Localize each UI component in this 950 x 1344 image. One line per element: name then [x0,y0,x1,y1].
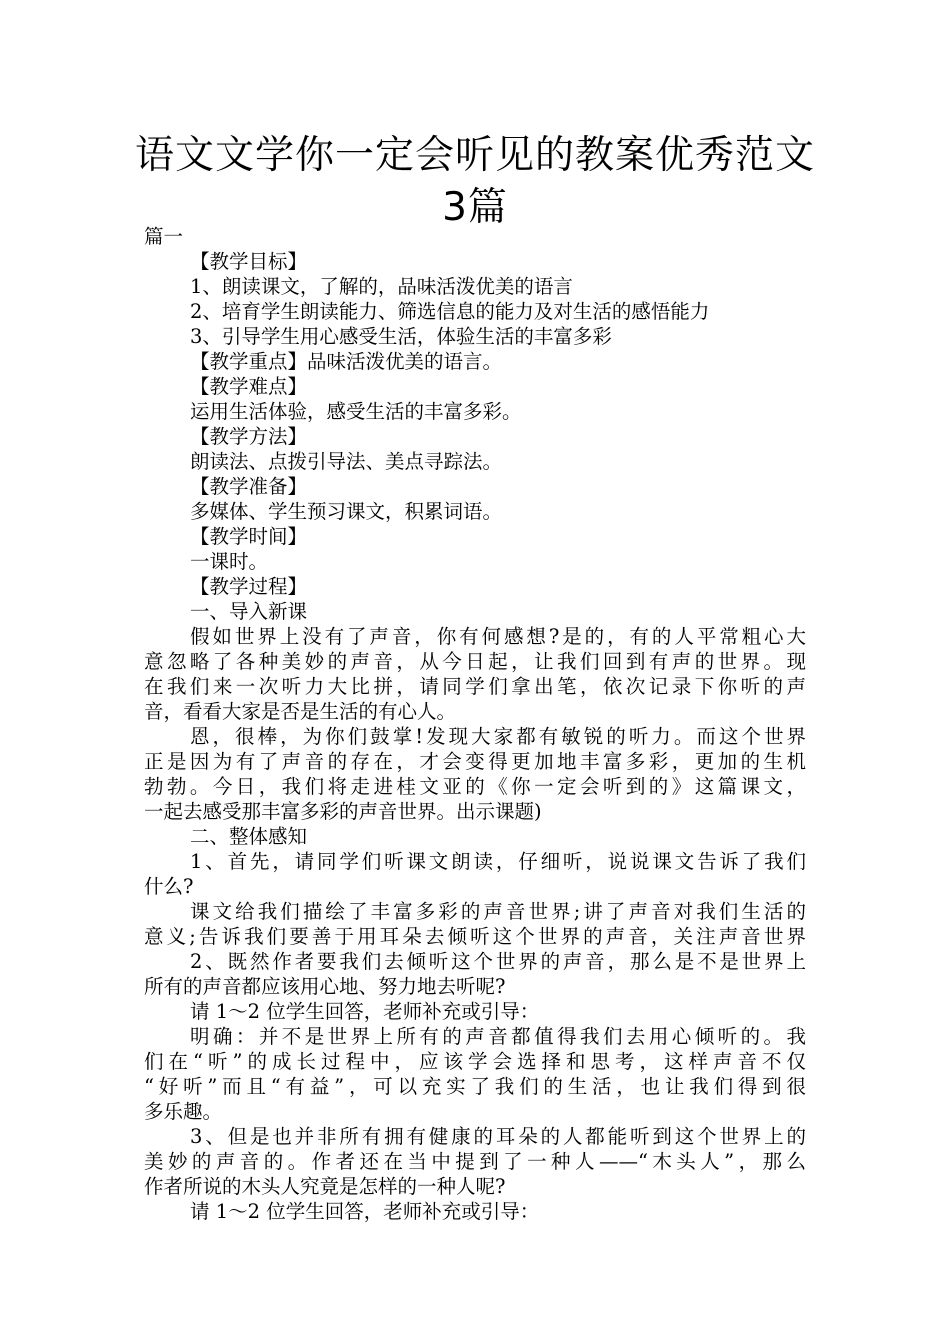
text-line: 所有的声音都应该用心地、努力地去听呢? [144,975,506,998]
text-line: 明确：并不是世界上所有的声音都值得我们去用心倾听的。我 [190,1025,806,1048]
text-line: 【教学方法】 [190,425,308,448]
text-line: 运用生活体验，感受生活的丰富多彩。 [190,400,522,423]
text-line: 多乐趣。 [144,1100,223,1123]
text-line: 一起去感受那丰富多彩的声音世界。出示课题) [144,800,542,823]
text-line: 在我们来一次听力大比拼，请同学们拿出笔，依次记录下你听的声 [144,675,806,698]
text-line: 3、但是也并非所有拥有健康的耳朵的人都能听到这个世界上的 [190,1125,806,1148]
text-line: 多媒体、学生预习课文，积累词语。 [190,500,503,523]
text-line: 1、首先，请同学们听课文朗读，仔细听，说说课文告诉了我们 [190,850,806,873]
text-line: 作者所说的木头人究竟是怎样的一种人呢? [144,1175,506,1198]
text-line: 们在“听”的成长过程中，应该学会选择和思考，这样声音不仅 [144,1050,806,1073]
text-line: 【教学准备】 [190,475,308,498]
text-line: 【教学重点】品味活泼优美的语言。 [190,350,503,373]
text-line: 二、整体感知 [190,825,308,848]
document-title-line-1: 语文文学你一定会听见的教案优秀范文 [134,133,815,178]
text-line: 假如世界上没有了声音，你有何感想?是的，有的人平常粗心大 [190,625,806,648]
text-line: 什么? [144,875,194,898]
text-line: 一、导入新课 [190,600,308,623]
text-line: 【教学过程】 [190,575,308,598]
text-line: 请 1～2 位学生回答，老师补充或引导： [190,1000,540,1023]
text-line: 一课时。 [190,550,269,573]
text-line: 课文给我们描绘了丰富多彩的声音世界;讲了声音对我们生活的 [190,900,806,923]
text-line: 3、引导学生用心感受生活，体验生活的丰富多彩 [190,325,612,348]
text-line: 【教学难点】 [190,375,308,398]
text-line: 2、培育学生朗读能力、筛选信息的能力及对生活的感悟能力 [190,300,710,323]
text-line: 【教学时间】 [190,525,308,548]
text-line: 1、朗读课文，了解的，品味活泼优美的语言 [190,275,573,298]
document-title-line-2: 3篇 [442,185,508,230]
text-line: “好听”而且“有益”，可以充实了我们的生活，也让我们得到很 [144,1075,806,1098]
text-line: 勃勃。今日，我们将走进桂文亚的《你一定会听到的》这篇课文， [144,775,806,798]
text-line: 意义;告诉我们要善于用耳朵去倾听这个世界的声音，关注声音世界 [144,925,806,948]
text-line: 朗读法、点拨引导法、美点寻踪法。 [190,450,503,473]
text-line: 请 1～2 位学生回答，老师补充或引导： [190,1200,540,1223]
text-line: 美妙的声音的。作者还在当中提到了一种人——“木头人”，那么 [144,1150,806,1173]
section-heading: 篇一 [144,225,184,248]
text-line: 音，看看大家是否是生活的有心人。 [144,700,457,723]
text-line: 恩，很棒，为你们鼓掌!发现大家都有敏锐的听力。而这个世界 [190,725,806,748]
text-line: 2、既然作者要我们去倾听这个世界的声音，那么是不是世界上 [190,950,806,973]
text-line: 【教学目标】 [190,250,308,273]
text-line: 意忽略了各种美妙的声音，从今日起，让我们回到有声的世界。现 [144,650,806,673]
text-line: 正是因为有了声音的存在，才会变得更加地丰富多彩，更加的生机 [144,750,806,773]
